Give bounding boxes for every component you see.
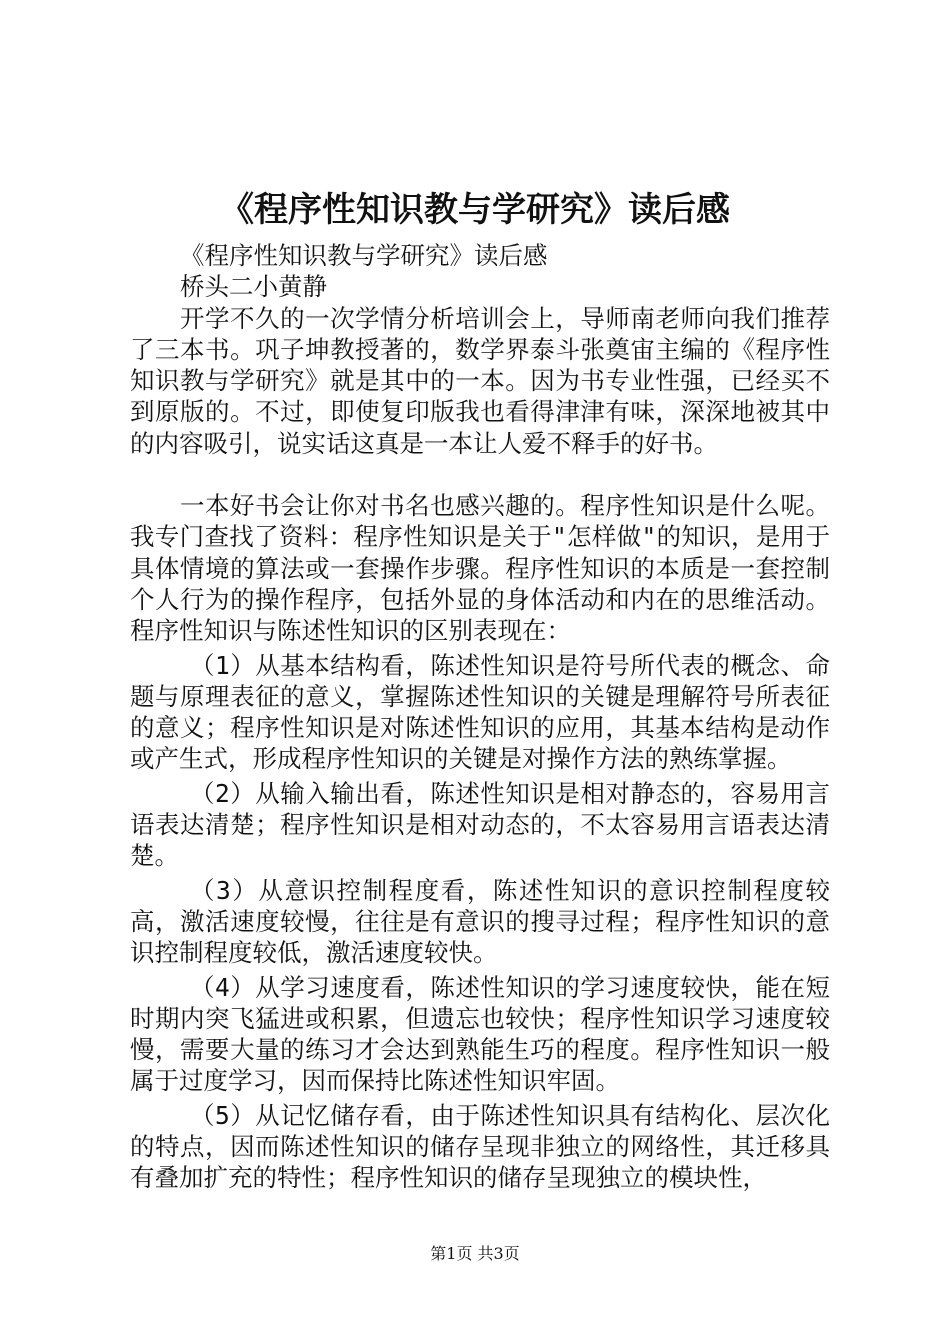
- definition-paragraph: 一本好书会让你对书名也感兴趣的。程序性知识是什么呢。我专门查找了资料：程序性知识是关于"怎样做"的知识，是用于具体情境的算法或一套操作步骤。程序性知识的本质是一套控制个人行为的操作程序，包括外显的身体活动和内在的思维活动。程序性知识与陈述性知识的区别表现在：: [130, 491, 830, 646]
- point-1-paragraph: （1）从基本结构看，陈述性知识是符号所代表的概念、命题与原理表征的意义，掌握陈述性知识的关键是理解符号所表征的意义；程序性知识是对陈述性知识的应用，其基本结构是动作或产生式，形成程序性知识的关键是对操作方法的熟练掌握。: [130, 650, 830, 774]
- point-2-paragraph: （2）从输入输出看，陈述性知识是相对静态的，容易用言语表达清楚；程序性知识是相对动态的，不太容易用言语表达清楚。: [130, 778, 830, 871]
- intro-paragraph: 开学不久的一次学情分析培训会上，导师南老师向我们推荐了三本书。巩子坤教授著的，数学界泰斗张奠宙主编的《程序性知识教与学研究》就是其中的一本。因为书专业性强，已经买不到原版的。不过，即使复印版我也看得津津有味，深深地被其中的内容吸引，说实话这真是一本让人爱不释手的好书。: [130, 303, 830, 458]
- point-3-paragraph: （3）从意识控制程度看，陈述性知识的意识控制程度较高，激活速度较慢，往往是有意识的搜寻过程；程序性知识的意识控制程度较低，激活速度较快。: [130, 875, 830, 968]
- point-4-paragraph: （4）从学习速度看，陈述性知识的学习速度较快，能在短时期内突飞猛进或积累，但遗忘也较快；程序性知识学习速度较慢，需要大量的练习才会达到熟能生巧的程度。程序性知识一般属于过度学习，因而保持比陈述性知识牢固。: [130, 972, 830, 1096]
- subtitle-paragraph: 《程序性知识教与学研究》读后感: [180, 241, 548, 270]
- point-5-paragraph: （5）从记忆储存看，由于陈述性知识具有结构化、层次化的特点，因而陈述性知识的储存呈现非独立的网络性，其迁移具有叠加扩充的特性；程序性知识的储存呈现独立的模块性，: [130, 1100, 830, 1193]
- page-footer: 第1页 共3页: [430, 1244, 520, 1263]
- author-paragraph: 桥头二小黄静: [180, 272, 327, 302]
- document-body: [130, 240, 830, 1194]
- document-title: 《程序性知识教与学研究》读后感: [220, 190, 730, 230]
